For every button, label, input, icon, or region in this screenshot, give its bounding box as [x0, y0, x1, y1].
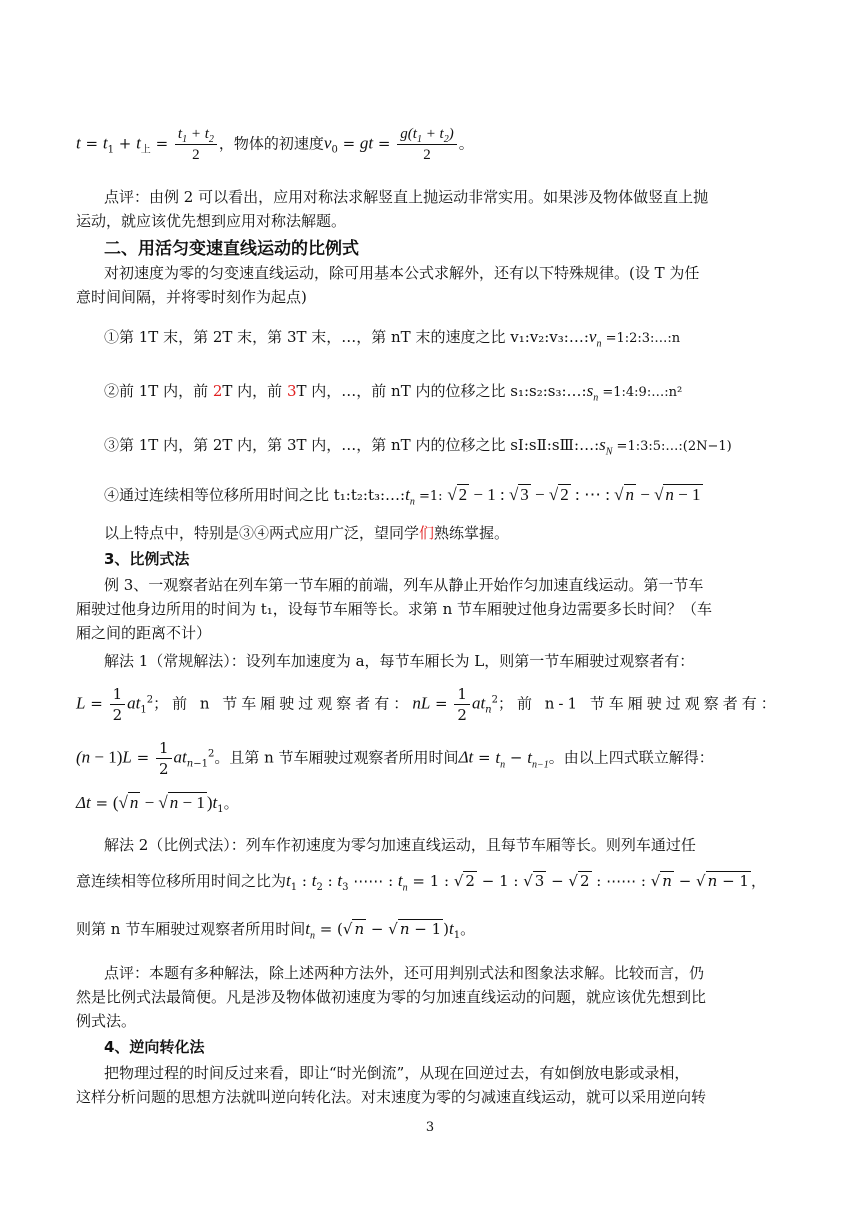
intro-line1: 对初速度为零的匀变速直线运动，除可用基本公式求解外，还有以下特殊规律。(设 T 为任 — [104, 264, 700, 282]
page-number: 3 — [425, 1120, 435, 1135]
comment2-line1: 点评：本题有多种解法，除上述两种方法外，还可用判别式法和图象法求解。比较而言，仍 — [104, 964, 705, 982]
formula-line-time: $t = t_1 + t_上$ = $\frac{t_1 + t_2}{2}$ ，物体的初速度$v_0$ = gt = $\frac{g(t_1 + t_2)}{2}$ 。 — [76, 126, 474, 163]
solution1-line1: 解法 1（常规解法）：设列车加速度为 a，每节车厢长为 L，则第一节车厢驶过观察者有： — [104, 652, 695, 670]
comment1-line1: 点评：由例 2 可以看出，应用对称法求解竖直上抛运动非常实用。如果涉及物体做竖直上抛 — [104, 188, 709, 206]
rule-1: ①第 1T 末，第 2T 末，第 3T 末，…，第 nT 末的速度之比 $v_1:v_2:v_3:\dots:v_n$ =1:2:3:…:n — [104, 327, 681, 350]
solution1-line3: (n − 1)L = $\frac{1}{2}$ $at_{n-1}^2$。且第 n 节车厢驶过观察者所用时间$\Delta t = t_n - t_{n-1}$。由以上四式联立解得： — [76, 739, 714, 778]
example3-line2: 厢驶过他身边所用的时间为 t₁，设每节车厢等长。求第 n 节车厢驶过他身边需要多长时间？（车 — [76, 600, 713, 618]
section2-title: 二、用活匀变速直线运动的比例式 — [104, 239, 359, 259]
section4-title: 4、逆向转化法 — [104, 1038, 205, 1056]
comment2-line2: 然是比例式法最简便。凡是涉及物体做初速度为零的匀加速直线运动的问题，就应该优先想到比 — [76, 988, 707, 1006]
intro-line2: 意时间间隔，并将零时刻作为起点) — [76, 288, 307, 306]
solution2-line1: 解法 2（比例式法）：列车作初速度为零匀加速直线运动，且每节车厢等长。则列车通过任 — [104, 836, 696, 854]
solution1-result: Δt = (√ n − √ n − 1 )$t_1$。 — [76, 793, 239, 815]
solution2-line3: 则第 n 节车厢驶过观察者所用时间$t_n$ = (√ n − √ n − 1 )$t_1$。 — [76, 919, 476, 942]
comment1-line2: 运动，就应该优先想到应用对称法解题。 — [76, 212, 347, 230]
solution1-line2: L = $\frac{1}{2}$ $at_1^2$；前 n 节车厢驶过观察者有：nL = $\frac{1}{2}$ $at_n^2$；前 n-1 节车厢驶过观察者有： — [76, 685, 780, 724]
solution2-line2: 意连续相等位移所用时间之比为$t_1$ : $t_2$ : $t_3$ ⋯⋯ : $t_n = 1$ : √ 2 − 1 : √ 3 − √ 2 : ⋯⋯ : √ n − √ n − 1 ， — [76, 871, 766, 894]
para4-line2: 这样分析问题的思想方法就叫逆向转化法。对末速度为零的匀减速直线运动，就可以采用逆向转 — [76, 1088, 707, 1106]
example3-line3: 厢之间的距离不计） — [76, 624, 212, 642]
example3-line1: 例 3、一观察者站在列车第一节车厢的前端，列车从静止开始作匀加速直线运动。第一节车 — [104, 576, 704, 594]
para4-line1: 把物理过程的时间反过来看，即让“时光倒流”，从现在回逆过去，有如倒放电影或录相， — [104, 1064, 690, 1082]
summary: 以上特点中，特别是③④两式应用广泛，望同学们熟练掌握。 — [104, 524, 510, 542]
rule-4: ④通过连续相等位移所用时间之比 $t_1:t_2:t_3:\dots:t_n =1$: √ 2 − 1 : √ 3 − √ 2 : ⋯ : √ n − √ n − 1 — [104, 485, 701, 508]
rule-2: ②前 1T 内，前 2T 内，前 3T 内，…，前 nT 内的位移之比 $s_1:s_2:s_3:\dots:s_n$ =1:4:9:…:n² — [104, 381, 683, 404]
comment2-line3: 例式法。 — [76, 1012, 137, 1030]
rule-3: ③第 1T 内，第 2T 内，第 3T 内，…，第 nT 内的位移之比 $sⅠ:sⅡ:sⅢ:\dots:s_N$ =1:3:5:…:(2N−1) — [104, 435, 732, 458]
section3-title: 3、比例式法 — [104, 550, 190, 568]
